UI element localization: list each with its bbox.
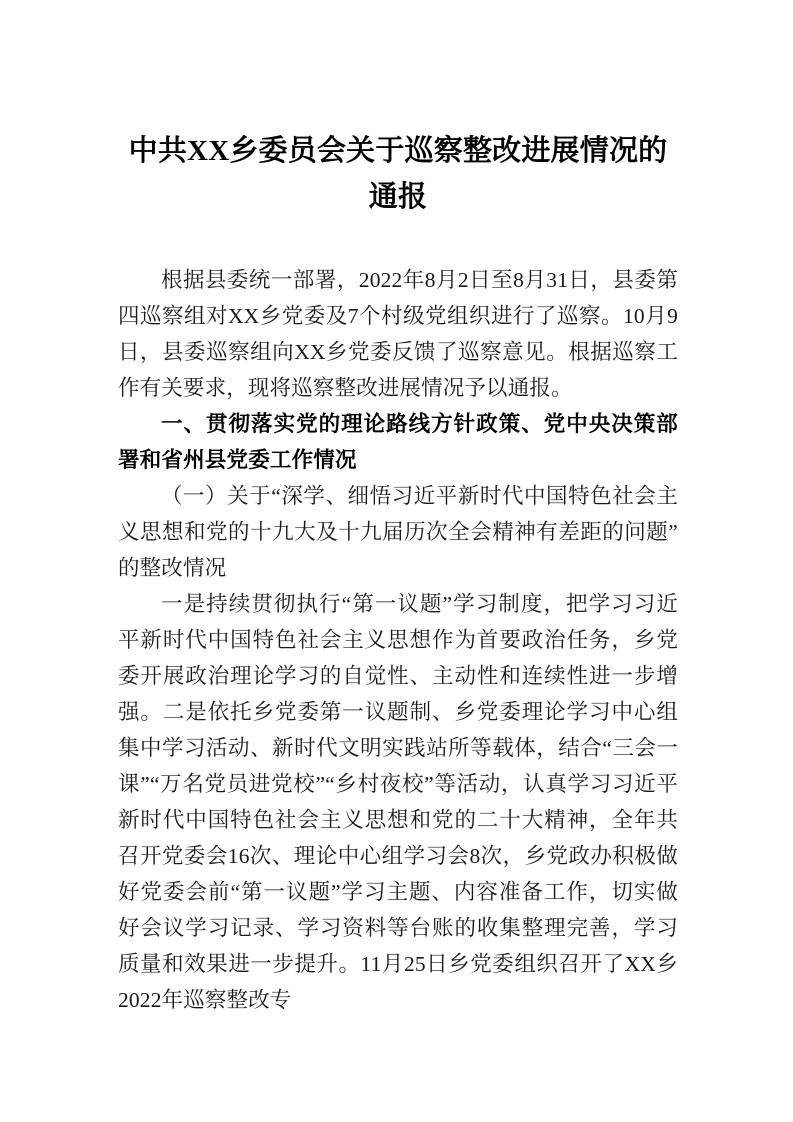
body-paragraph-1: 一是持续贯彻执行“第一议题”学习制度，把学习习近平新时代中国特色社会主义思想作为首要政治任务，乡党委开展政治理论学习的自觉性、主动性和连续性进一步增强。二是依托乡党委第一议题制、乡党委理论学习中心组集中学习活动、新时代文明实践站所等载体，结合“三会一课”“万名党员进党校”“乡村夜校”等活动，认真学习习近平新时代中国特色社会主义思想和党的二十大精神，全年共召开党委会16次、理论中心组学习会8次，乡党政办积极做好党委会前“第一议题”学习主题、内容准备工作，切实做好会议学习记录、学习资料等台账的收集整理完善，学习质量和效果进一步提升。11月25日乡党委组织召开了XX乡2022年巡察整改专 [118,592,678,1012]
page-title-line-1: 中共XX乡委员会关于巡察整改进展情况的 [128,135,668,167]
page-title-line-2: 通报 [368,181,428,213]
document-text-column [118,0,678,1018]
subsection-heading-1-1: （一）关于“深学、细悟习近平新时代中国特色社会主义思想和党的十九大及十九届历次全会精神有差距的问题”的整改情况 [118,484,678,580]
section-heading-1: 一、贯彻落实党的理论路线方针政策、党中央决策部署和省州县党委工作情况 [118,412,678,472]
intro-paragraph: 根据县委统一部署，2022年8月2日至8月31日，县委第四巡察组对XX乡党委及7个村级党组织进行了巡察。10月9日，县委巡察组向XX乡党委反馈了巡察意见。根据巡察工作有关要求，现将巡察整改进展情况予以通报。 [118,268,678,400]
page-title [118,0,678,220]
